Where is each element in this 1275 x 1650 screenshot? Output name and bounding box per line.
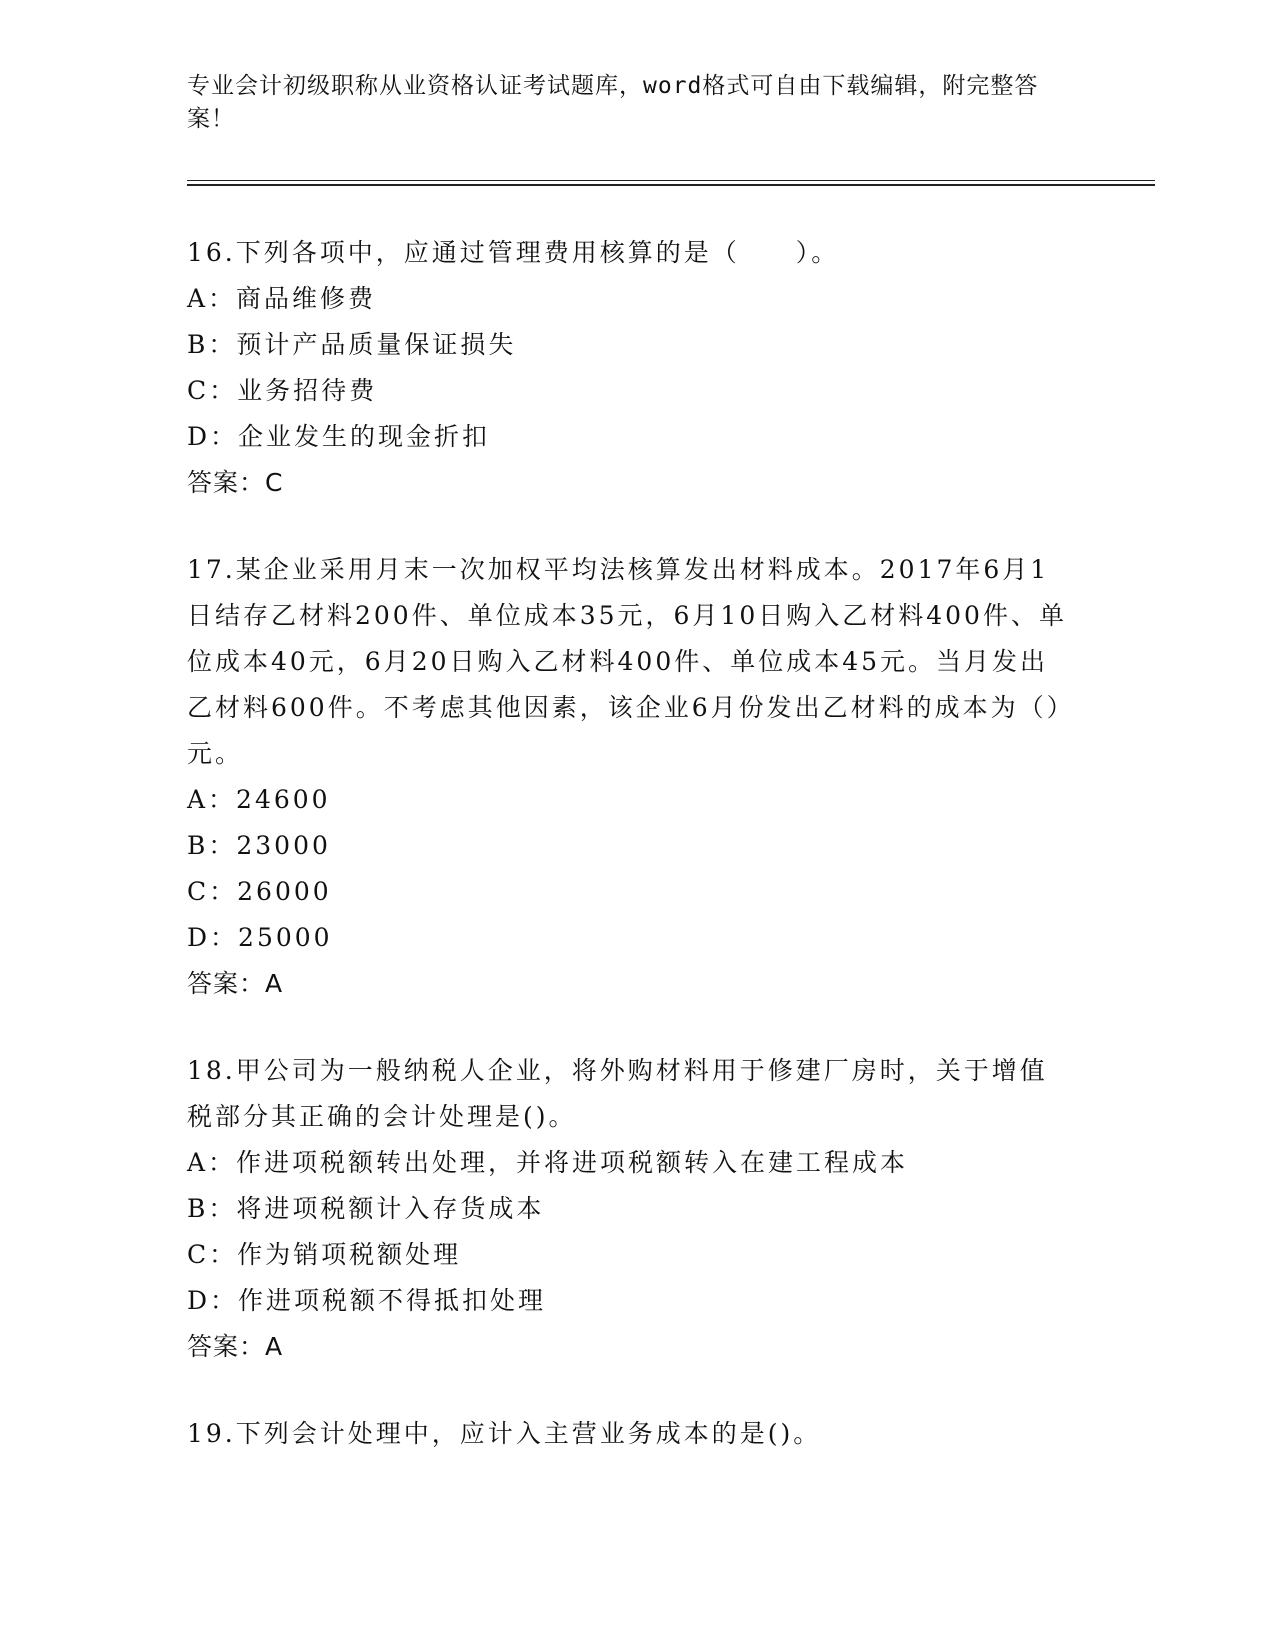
- header-description: 专业会计初级职称从业资格认证考试题库，word格式可自由下载编辑，附完整答案！: [187, 73, 1039, 132]
- option-c: C：26000: [187, 877, 332, 906]
- question-stem: 16.下列各项中，应通过管理费用核算的是（ ）。: [187, 238, 840, 267]
- option-a: A：作进项税额转出处理，并将进项税额转入在建工程成本: [187, 1148, 909, 1177]
- question-19: [187, 1411, 1067, 1457]
- answer-line: 答案：A: [187, 1332, 284, 1361]
- document-page: [187, 70, 1067, 1457]
- question-stem: 19.下列会计处理中，应计入主营业务成本的是()。: [187, 1419, 822, 1448]
- option-d: D：25000: [187, 923, 333, 952]
- option-c: C：作为销项税额处理: [187, 1240, 462, 1269]
- option-a: A：商品维修费: [187, 284, 377, 313]
- question-stem: 18.甲公司为一般纳税人企业，将外购材料用于修建厂房时，关于增值税部分其正确的会计处理是()。: [187, 1056, 1048, 1131]
- option-c: C：业务招待费: [187, 376, 378, 405]
- question-16: [187, 230, 1067, 506]
- question-17: [187, 547, 1067, 1007]
- option-d: D：企业发生的现金折扣: [187, 422, 491, 451]
- option-a: A：24600: [187, 785, 331, 814]
- answer-line: 答案：C: [187, 468, 284, 497]
- header-divider: [187, 180, 1155, 186]
- option-b: B：将进项税额计入存货成本: [187, 1194, 545, 1223]
- question-stem: 17.某企业采用月末一次加权平均法核算发出材料成本。2017年6月1日结存乙材料200件、单位成本35元，6月10日购入乙材料400件、单位成本40元，6月20日购入乙材料400件、单位成本45元。当月发出乙材料600件。不考虑其他因素，该企业6月份发出乙材料的成本为（）元。: [187, 555, 1067, 768]
- option-b: B：23000: [187, 831, 331, 860]
- question-18: [187, 1048, 1067, 1370]
- option-d: D：作进项税额不得抵扣处理: [187, 1286, 547, 1315]
- option-b: B：预计产品质量保证损失: [187, 330, 517, 359]
- answer-line: 答案：A: [187, 969, 284, 998]
